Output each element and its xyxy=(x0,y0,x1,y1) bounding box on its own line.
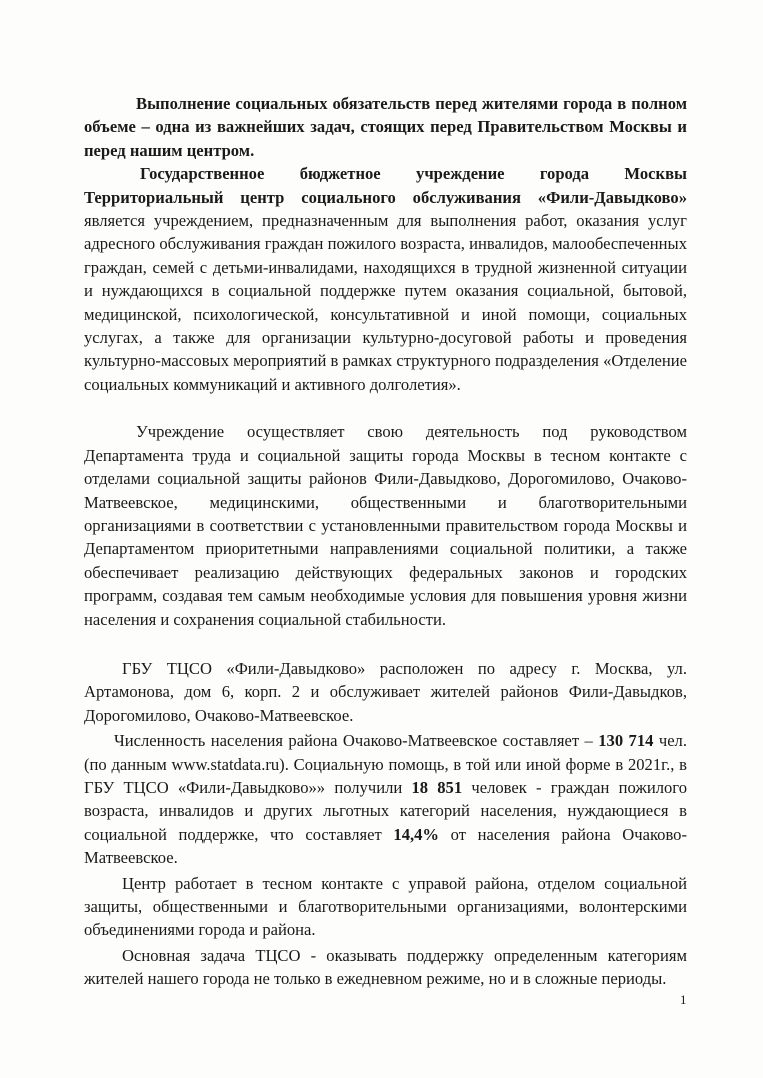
population-text-2: чел. (по данным www.statdata.ru). Социальную помощь, в той или иной форме в 2021г., в ГБУ ТЦСО «Фили-Давыдково»» получили xyxy=(84,731,687,797)
institution-name: Государственное бюджетное учреждение города Москвы Территориальный центр социального обслуживания «Фили-Давыдково» xyxy=(84,164,687,207)
population-text-3: человек - граждан пожилого возраста, инвалидов и других льготных категорий населения, нуждающиеся в социальной поддержке, что составляет xyxy=(84,777,687,844)
main-task-paragraph: Основная задача ТЦСО - оказывать поддержку определенным категориям жителей нашего города не только в ежедневном режиме, но и в сложные периоды. xyxy=(84,945,687,989)
institution-paragraph xyxy=(84,162,687,396)
intro-paragraph: Выполнение социальных обязательств перед жителями города в полном объеме – одна из важнейших задач, стоящих перед Правительством Москвы и перед нашим центром. xyxy=(84,94,687,160)
institution-description: является учреждением, предназначенным для выполнения работ, оказания услуг адресного обслуживания граждан пожилого возраста, инвалидов, малообеспеченных граждан, семей с детьми-инвалидами, находящихся в трудной жизненной ситуации и нуждающихся в социальной поддержке путем оказания социальной, бытовой, медицинской, психологической, консультативной и иной помощи, социальных услугах, а также для организации культурно-досуговой работы и проведения культурно-массовых мероприятий в рамках структурного подразделения «Отделение социальных коммуникаций и активного долголетия». xyxy=(84,211,687,394)
population-text-1: Численность населения района Очаково-Матвеевское составляет – xyxy=(114,731,599,751)
population-text-4: от населения района Очаково-Матвеевское. xyxy=(84,824,688,868)
population-count: 130 714 xyxy=(598,731,654,751)
activity-paragraph: Учреждение осуществляет свою деятельность под руководством Департамента труда и социальной защиты города Москвы в тесном контакте с отделами социальной защиты районов Фили-Давыдково, Дорогомилово, Очаково-Матвеевское, медицинскими, общественными и благотворительными организациями в соответствии с установленными правительством города Москвы и Департаментом приоритетными направлениями социальной политики, а также обеспечивает реализацию действующих федеральных законов и городских программ, создавая тем самым необходимые условия для повышения уровня жизни населения и сохранения социальной стабильности. xyxy=(84,422,687,629)
recipients-count: 18 851 xyxy=(411,777,463,797)
cooperation-paragraph: Центр работает в тесном контакте с управой района, отделом социальной защиты, общественными и благотворительными организациями, волонтерскими объединениями города и района. xyxy=(84,873,687,940)
population-paragraph xyxy=(84,729,687,869)
page-number: 1 xyxy=(680,992,687,1007)
address-paragraph: ГБУ ТЦСО «Фили-Давыдково» расположен по адресу г. Москва, ул. Артамонова, дом 6, корп. 2 и обслуживает жителей районов Фили-Давыдков, Дорогомилово, Очаково-Матвеевское. xyxy=(84,658,687,725)
recipients-percent: 14,4% xyxy=(393,824,440,844)
document-body xyxy=(84,92,687,991)
